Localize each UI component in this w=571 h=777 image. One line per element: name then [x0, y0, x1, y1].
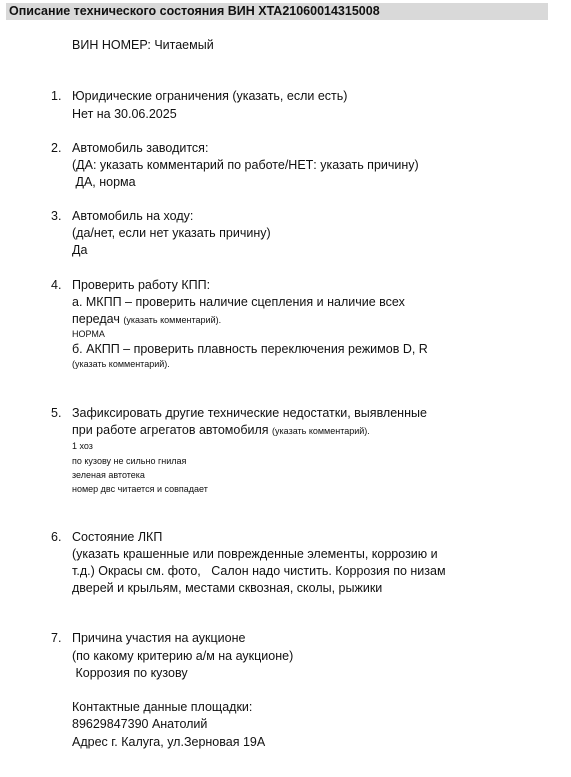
item-2-number: 2.	[51, 141, 62, 155]
item-4-line-b: б. АКПП – проверить плавность переключения режимов D, R	[72, 342, 428, 356]
item-3-number: 3.	[51, 209, 62, 223]
contacts-title: Контактные данные площадки:	[72, 700, 253, 714]
item-3-answer: Да	[72, 243, 88, 257]
item-5-title-2	[72, 422, 370, 440]
item-4-line-a1: а. МКПП – проверить наличие сцепления и наличие всех	[72, 295, 405, 309]
contacts-address: Адрес г. Калуга, ул.Зерновая 19А	[72, 735, 266, 749]
item-5-note: (указать комментарий).	[272, 426, 370, 436]
item-5-answer-4: номер двс читается и совпадает	[72, 484, 208, 494]
item-5-title: Зафиксировать другие технические недостатки, выявленные	[72, 406, 427, 420]
item-5-answer-1: 1 хоз	[72, 441, 93, 451]
item-6-line-3: дверей и крыльям, местами сквозная, сколы, рыжики	[72, 581, 383, 595]
item-6-line-2: т.д.) Окрасы см. фото, Салон надо чистить. Коррозия по низам	[72, 564, 446, 578]
item-5-title-2-text: при работе агрегатов автомобиля	[72, 423, 269, 437]
item-7-number: 7.	[51, 631, 62, 645]
item-4-note-b: (указать комментарий).	[72, 359, 170, 369]
item-6-line-1: (указать крашенные или поврежденные элементы, коррозию и	[72, 547, 438, 561]
item-2-answer: ДА, норма	[72, 175, 136, 189]
item-4-answer-a: НОРМА	[72, 329, 105, 339]
item-5-number: 5.	[51, 406, 62, 420]
item-3-title: Автомобиль на ходу:	[72, 209, 194, 223]
item-2-title: Автомобиль заводится:	[72, 141, 209, 155]
item-7-hint: (по какому критерию а/м на аукционе)	[72, 649, 294, 663]
document-header: Описание технического состояния ВИН XTA21060014315008	[6, 3, 548, 20]
item-6-title: Состояние ЛКП	[72, 530, 163, 544]
vin-line: ВИН НОМЕР: Читаемый	[72, 38, 214, 52]
item-7-title: Причина участия на аукционе	[72, 631, 246, 645]
item-4-line-a2-text: передач	[72, 312, 120, 326]
item-1-number: 1.	[51, 89, 62, 103]
item-4-number: 4.	[51, 278, 62, 292]
item-5-answer-2: по кузову не сильно гнилая	[72, 456, 187, 466]
item-4-note-a: (указать комментарий).	[123, 315, 222, 325]
item-6-number: 6.	[51, 530, 62, 544]
item-4-line-a2	[72, 311, 221, 329]
item-1-answer: Нет на 30.06.2025	[72, 107, 177, 121]
item-2-hint: (ДА: указать комментарий по работе/НЕТ: указать причину)	[72, 158, 419, 172]
item-4-title: Проверить работу КПП:	[72, 278, 211, 292]
item-1-title: Юридические ограничения (указать, если есть)	[72, 89, 348, 103]
item-5-answer-3: зеленая автотека	[72, 470, 145, 480]
contacts-phone: 89629847390 Анатолий	[72, 717, 208, 731]
item-3-hint: (да/нет, если нет указать причину)	[72, 226, 271, 240]
item-7-answer: Коррозия по кузову	[72, 666, 188, 680]
